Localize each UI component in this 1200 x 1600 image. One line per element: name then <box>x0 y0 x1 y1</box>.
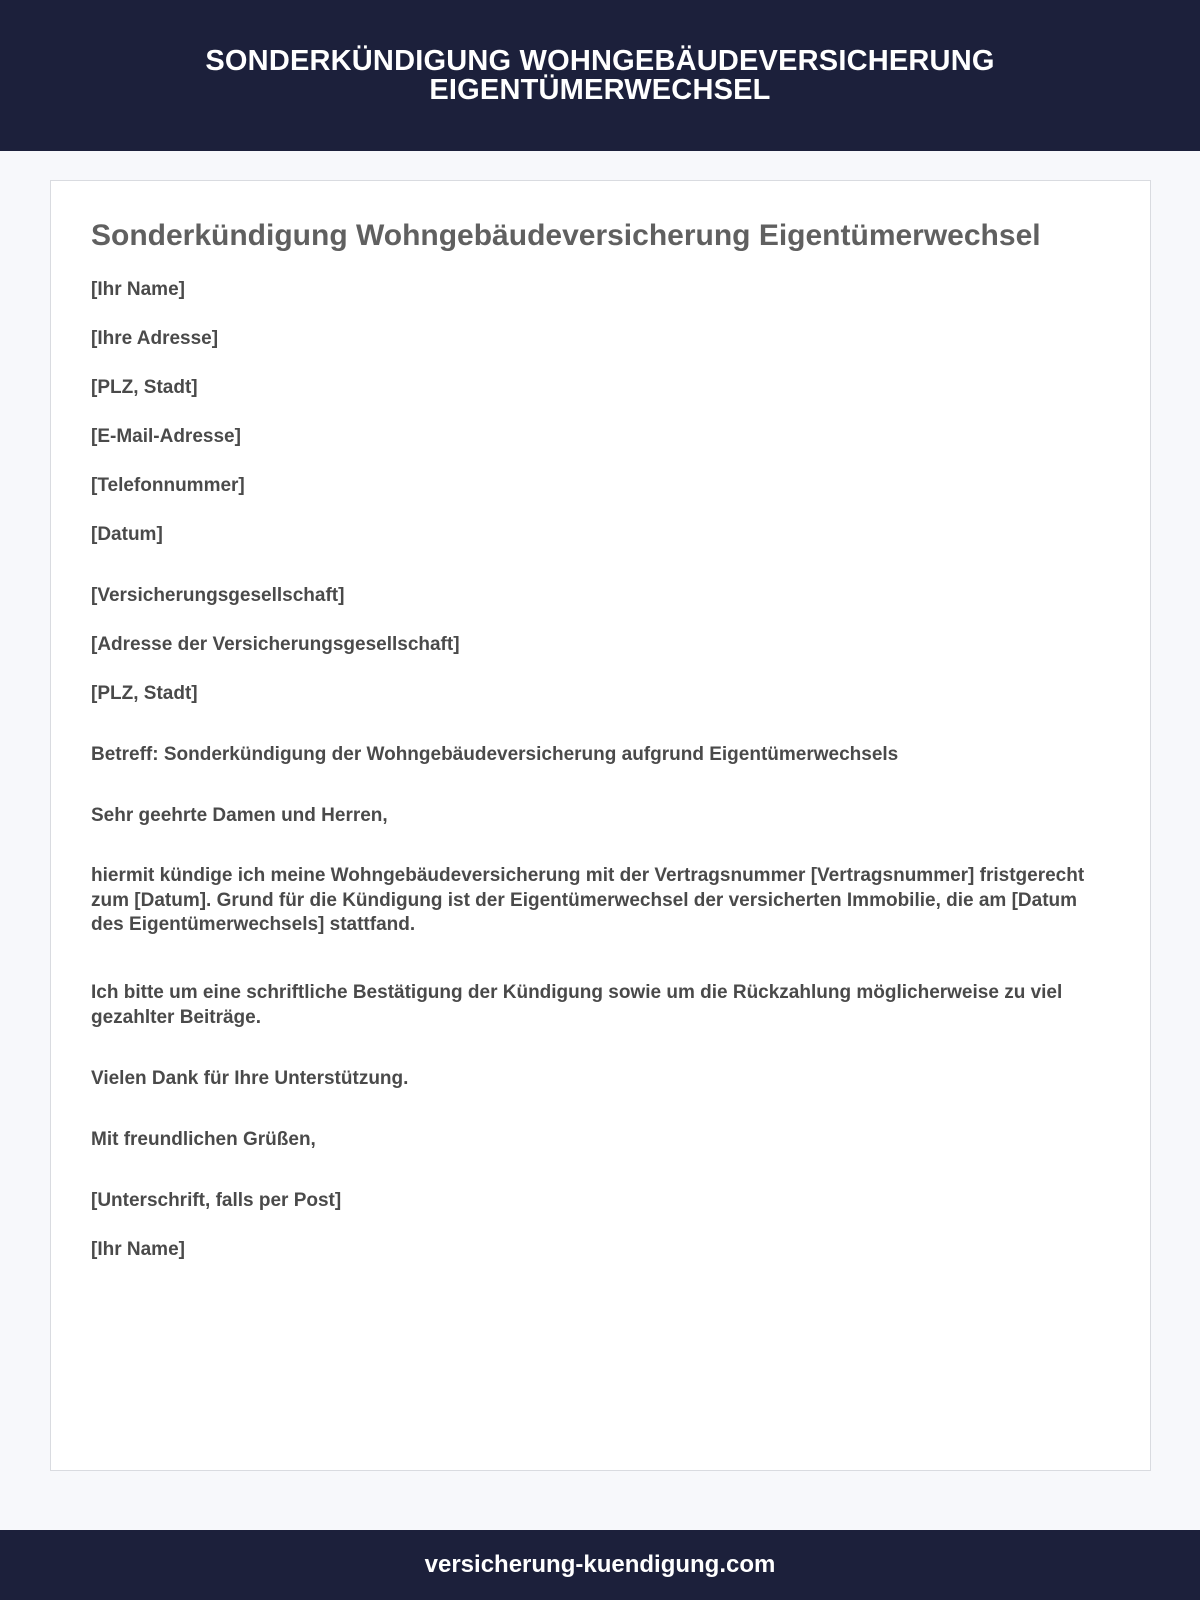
sender-email: [E-Mail-Adresse] <box>91 426 241 447</box>
recipient-zip-city: [PLZ, Stadt] <box>91 683 198 704</box>
letter-thanks: Vielen Dank für Ihre Unterstützung. <box>91 1068 409 1089</box>
letter-closing: Mit freundlichen Grüßen, <box>91 1129 316 1150</box>
header-title: SONDERKÜNDIGUNG WOHNGEBÄUDEVERSICHERUNG EIGENTÜMERWECHSEL <box>205 44 995 106</box>
letter-date: [Datum] <box>91 524 163 545</box>
footer-site: versicherung-kuendigung.com <box>424 1551 776 1578</box>
letter-body-paragraph-2: Ich bitte um eine schriftliche Bestätigung der Kündigung sowie um die Rückzahlung möglicherweise zu viel gezahlter Beiträge. <box>91 982 1063 1028</box>
letter-signature: [Unterschrift, falls per Post] <box>91 1190 342 1211</box>
recipient-company: [Versicherungsgesellschaft] <box>91 585 345 606</box>
sender-phone: [Telefonnummer] <box>91 475 245 496</box>
recipient-address: [Adresse der Versicherungsgesellschaft] <box>91 634 460 655</box>
sender-name: [Ihr Name] <box>91 279 185 300</box>
letter-body-paragraph-1: hiermit kündige ich meine Wohngebäudeversicherung mit der Vertragsnummer [Vertragsnummer] fristgerecht zum [Datum]. Grund für die Kündigung ist der Eigentümerwechsel der versicherten Immobilie, die am [Datum des Eigentümerwechsels] stattfand. <box>91 865 1085 935</box>
letter-subject: Betreff: Sonderkündigung der Wohngebäudeversicherung aufgrund Eigentümerwechsels <box>91 744 899 765</box>
sender-zip-city: [PLZ, Stadt] <box>91 377 198 398</box>
sender-address: [Ihre Adresse] <box>91 328 219 349</box>
letter-salutation: Sehr geehrte Damen und Herren, <box>91 805 388 826</box>
page-footer <box>0 1530 1200 1600</box>
signer-name: [Ihr Name] <box>91 1239 185 1260</box>
letter-card <box>50 180 1151 1471</box>
letter-title: Sonderkündigung Wohngebäudeversicherung Eigentümerwechsel <box>91 219 1041 252</box>
page-header <box>0 0 1200 151</box>
